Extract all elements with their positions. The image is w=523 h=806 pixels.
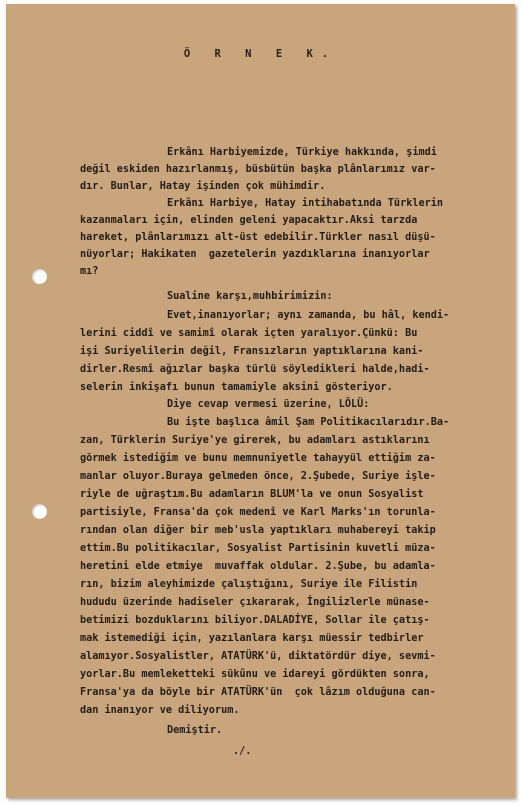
document-title: Ö R N E K. (183, 48, 338, 60)
text-line: Erkânı Harbiye, Hatay intihabatında Türklerin (167, 198, 444, 209)
text-line: partisiyle, Fransa'da çok medenî ve Karl Marks'ın torunla- (80, 507, 436, 518)
text-line: mak istemediği için, yazılanlara karşı müessir tedbirler (80, 633, 424, 644)
text-line: nüyorlar; Hakikaten gazetelerin yazdıklarına inanıyorlar (80, 249, 430, 260)
text-line: alamıyor.Sosyalistler, ATATÜRK'ü, diktatördür diye, sevmi- (80, 651, 436, 662)
text-line: manlar oluyor.Buraya gelmeden önce, 2.Şubede, Suriye işle- (80, 471, 436, 482)
text-line: kazanmaları için, elinden geleni yapacaktır.Aksi tarzda (80, 215, 418, 226)
text-line: betimizi bozduklarını biliyor.DALADİYE, Sollar ile çatış- (80, 615, 430, 626)
text-line: heretini elde etmiye muvaffak oldular. 2.Şube, bu adamla- (80, 561, 436, 572)
text-line: Diye cevap vermesi üzerine, LÖLÜ: (167, 399, 370, 410)
text-line: Erkânı Harbiyemizde, Türkiye hakkında, şimdi (167, 147, 437, 158)
text-line: ettim.Bu politikacılar, Sosyalist Partisinin kuvetli müza- (80, 543, 436, 554)
text-line: hareket, plânlarımızı alt-üst edebilir.Türkler nasıl düşü- (80, 232, 436, 243)
text-line: yorlar.Bu memleketteki sükûnu ve idareyi gördükten sonra, (80, 669, 430, 680)
text-line: Fransa'ya da böyle bir ATATÜRK'ün çok lâzım olduğuna can- (80, 687, 436, 698)
text-line: rın, bizim aleyhimizde çalıştığını, Suriye ile Filistin (80, 579, 418, 590)
text-line: mı? (80, 266, 99, 277)
text-line: rından olan diğer bir meb'usla yaptıkları muhabereyi takip (80, 525, 436, 536)
punch-hole-top (32, 269, 47, 284)
text-line: riyle de uğraştım.Bu adamların BLUM'la ve onun Sosyalist (80, 489, 424, 500)
text-line: dan inanıyor ve diliyorum. (80, 705, 240, 716)
text-line: lerini ciddî ve samimî olarak içten yaralıyor.Çünkü: Bu (80, 328, 418, 339)
text-line: işi Suriyelilerin değil, Fransızların yaptıklarına kani- (80, 346, 424, 357)
text-line: Bu işte başlıca âmil Şam Politikacılarıdır.Ba- (167, 417, 450, 428)
text-line: selerin inkişafı bunun tamamiyle aksini gösteriyor. (80, 382, 393, 393)
text-line: dır. Bunlar, Hatay işinden çok mühimdir. (80, 181, 326, 192)
text-line: ./. (233, 746, 252, 757)
punch-hole-bottom (32, 504, 47, 519)
document-page (6, 4, 515, 798)
text-line: değil eskiden hazırlanmış, büsbütün başka plânlarımız var- (80, 164, 436, 175)
text-line: Evet,inanıyorlar; aynı zamanda, bu hâl, kendi- (167, 310, 450, 321)
text-line: Demiştir. (167, 725, 223, 736)
text-line: hududu üzerinde hadiseler çıkararak, İngilizlerle münase- (80, 597, 430, 608)
text-line: Sualine karşı,muhbirimizin: (167, 291, 333, 302)
text-line: dirler.Resmî ağızlar başka türlü söyledikleri halde,hadi- (80, 364, 430, 375)
text-line: görmek istediğim ve bunu memnuniyetle tahayyül ettiğim za- (80, 453, 436, 464)
text-line: zan, Türklerin Suriye'ye girerek, bu adamları astıklarını (80, 435, 430, 446)
